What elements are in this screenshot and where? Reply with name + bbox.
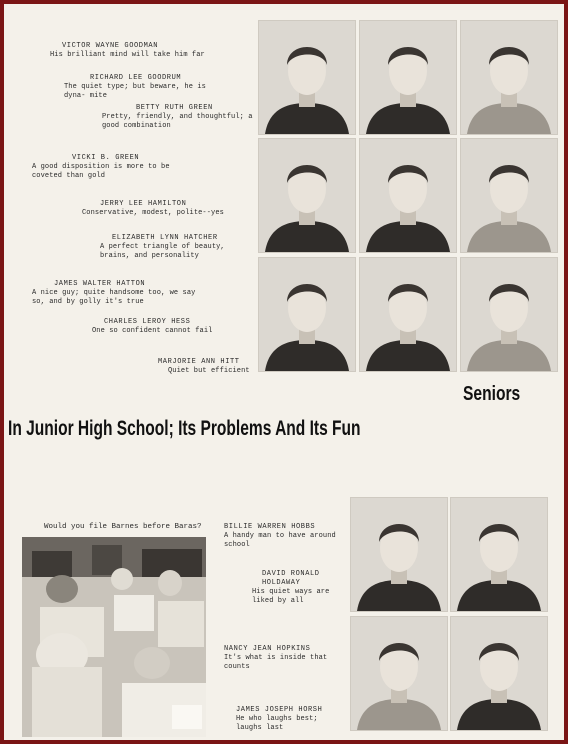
caption-hitt xyxy=(158,358,258,376)
portrait-silhouette xyxy=(360,21,456,134)
student-name: MARJORIE ANN HITT xyxy=(158,358,240,366)
student-photo xyxy=(258,138,356,253)
student-photo xyxy=(258,257,356,372)
caption-goodman xyxy=(50,42,230,60)
portrait-silhouette xyxy=(259,21,355,134)
student-name: JERRY LEE HAMILTON xyxy=(100,200,187,208)
caption-green-vicki xyxy=(32,154,184,181)
portrait-silhouette xyxy=(351,617,447,730)
student-photo xyxy=(350,616,448,731)
student-name: JAMES JOSEPH HORSH xyxy=(236,706,323,714)
student-name: RICHARD LEE GOODRUM xyxy=(90,74,182,82)
student-quote: The quiet type; but beware, he is dyna- mite xyxy=(64,83,206,100)
portrait-silhouette xyxy=(259,139,355,252)
student-quote: A good disposition is more to be coveted than gold xyxy=(32,163,170,180)
student-photo xyxy=(258,20,356,135)
student-quote: A nice guy; quite handsome too, we say so, and by golly it's true xyxy=(32,289,196,306)
student-quote: One so confident cannot fail xyxy=(92,327,213,335)
student-name: BILLIE WARREN HOBBS xyxy=(224,523,316,531)
student-quote: A handy man to have around school xyxy=(224,532,336,549)
caption-green-betty xyxy=(102,104,254,131)
student-photo xyxy=(359,257,457,372)
candid-classroom-photo xyxy=(22,537,206,737)
caption-hobbs xyxy=(224,523,348,550)
portrait-silhouette xyxy=(351,498,447,611)
caption-hess xyxy=(92,318,262,336)
student-photo xyxy=(359,138,457,253)
student-name: DAVID RONALD HOLDAWAY xyxy=(262,570,320,587)
student-name: VICKI B. GREEN xyxy=(72,154,140,162)
student-photo xyxy=(460,257,558,372)
classroom-scene xyxy=(22,537,206,737)
portrait-silhouette xyxy=(461,21,557,134)
student-photo xyxy=(450,616,548,731)
section-title: Seniors xyxy=(463,383,521,405)
portrait-silhouette xyxy=(451,498,547,611)
student-photo xyxy=(450,497,548,612)
caption-goodrum xyxy=(64,74,224,101)
student-photo xyxy=(359,20,457,135)
student-quote: He who laughs best; laughs last xyxy=(236,715,318,732)
student-name: JAMES WALTER HATTON xyxy=(54,280,146,288)
portrait-silhouette xyxy=(259,258,355,371)
student-quote: Conservative, modest, polite--yes xyxy=(82,209,224,217)
caption-hamilton xyxy=(82,200,252,218)
caption-horsh xyxy=(236,706,340,733)
yearbook-page xyxy=(4,4,564,740)
portrait-silhouette xyxy=(461,139,557,252)
portrait-silhouette xyxy=(360,139,456,252)
student-quote: His quiet ways are liked by all xyxy=(252,588,330,605)
portrait-silhouette xyxy=(360,258,456,371)
candid-caption: Would you file Barnes before Baras? xyxy=(44,523,202,531)
student-name: VICTOR WAYNE GOODMAN xyxy=(62,42,159,50)
student-quote: Quiet but efficient xyxy=(168,367,250,375)
student-quote: A perfect triangle of beauty, brains, and personality xyxy=(100,243,225,260)
student-name: BETTY RUTH GREEN xyxy=(136,104,213,112)
student-quote: It's what is inside that counts xyxy=(224,654,328,671)
student-quote: His brilliant mind will take him far xyxy=(50,51,205,59)
caption-hatcher xyxy=(100,234,256,261)
student-name: CHARLES LEROY HESS xyxy=(104,318,191,326)
caption-holdaway xyxy=(252,570,346,606)
student-photo xyxy=(350,497,448,612)
student-photo xyxy=(460,138,558,253)
portrait-silhouette xyxy=(461,258,557,371)
student-photo xyxy=(460,20,558,135)
student-name: ELIZABETH LYNN HATCHER xyxy=(112,234,218,242)
caption-hatton xyxy=(32,280,196,307)
student-quote: Pretty, friendly, and thoughtful; a good combination xyxy=(102,113,253,130)
student-name: NANCY JEAN HOPKINS xyxy=(224,645,311,653)
portrait-silhouette xyxy=(451,617,547,730)
page-headline: In Junior High School; Its Problems And Its Fun xyxy=(8,417,361,440)
caption-hopkins xyxy=(224,645,330,672)
